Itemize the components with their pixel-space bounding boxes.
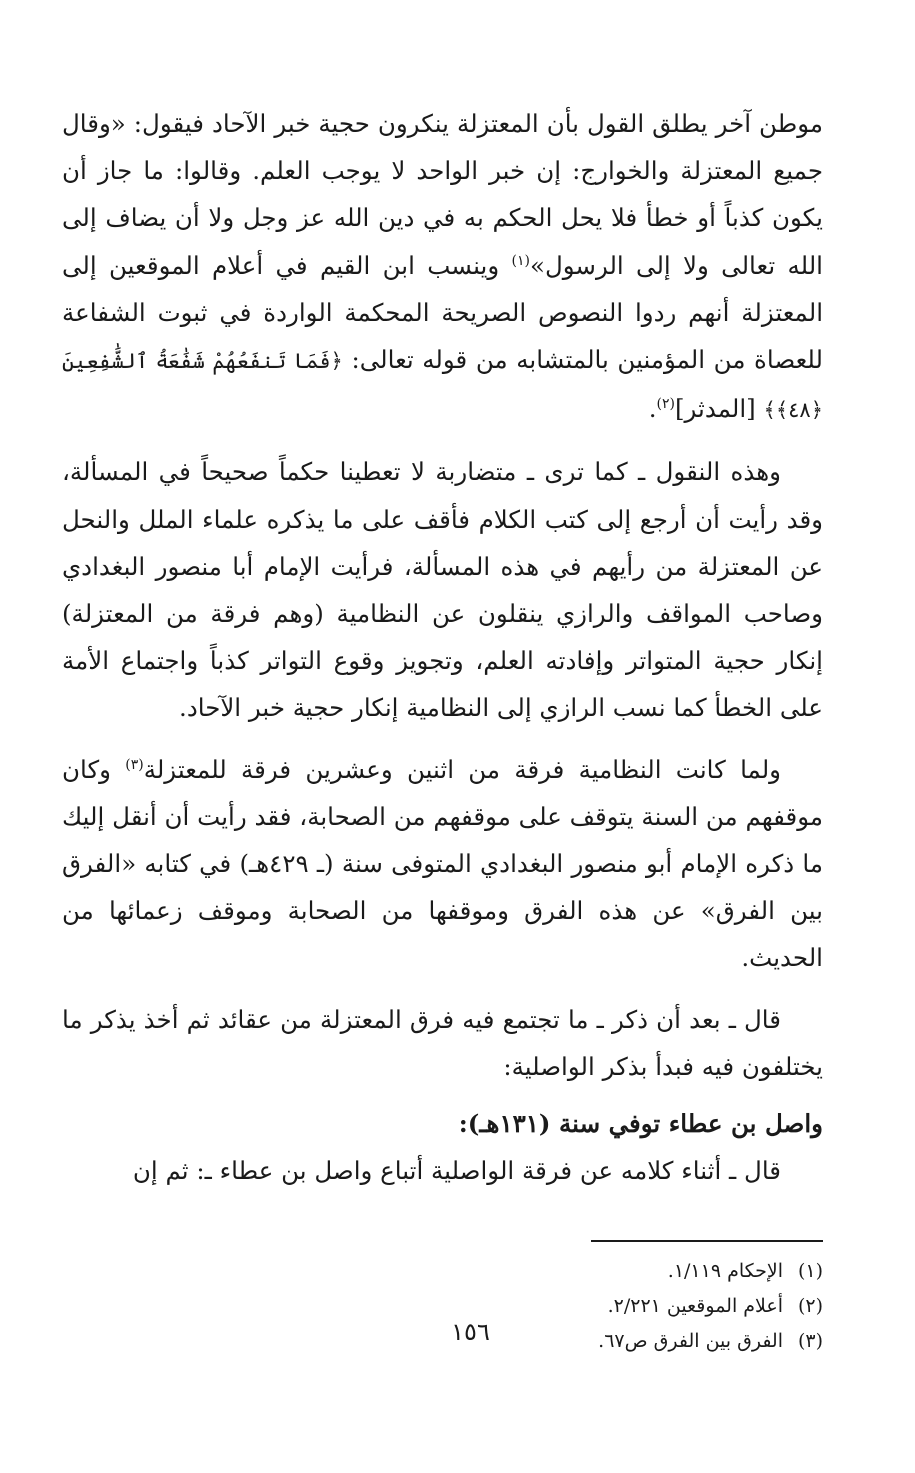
paragraph-2: وهذه النقول ـ كما ترى ـ متضاربة لا تعطينا حكماً صحيحاً في المسألة، وقد رأيت أن أرجع إلى كتب الكلام فأقف على ما يذكره علماء الملل والنحل عن المعتزلة من رأيهم في هذه المسألة، فرأيت الإمام أبا منصور البغدادي وصاحب المواقف والرازي ينقلون عن النظامية (وهم فرقة من المعتزلة) إنكار حجية المتواتر وإفادته العلم، وتجويز وقوع التواتر كذباً واجتماع الأمة على الخطأ كما نسب الرازي إلى النظامية إنكار حجية خبر الآحاد. <box>62 457 823 723</box>
footnote-text: أعلام الموقعين ٢/٢٢١. <box>607 1295 783 1318</box>
footnote-ref-2[interactable]: (٢) <box>656 396 675 413</box>
section-heading: واصل بن عطاء توفي سنة (١٣١هـ): <box>458 1109 823 1139</box>
paragraph-4: قال ـ بعد أن ذكر ـ ما تجتمع فيه فرق المعتزلة من عقائد ثم أخذ يذكر ما يختلفون فيه فبدأ بذكر الواصلية: <box>62 1004 823 1081</box>
paragraph-1 <box>62 100 823 434</box>
footnote-ref-3[interactable]: (٣) <box>125 756 144 773</box>
footnote-number: (٣) <box>797 1330 823 1353</box>
paragraph-5: قال ـ أثناء كلامه عن فرقة الواصلية أتباع واصل بن عطاء ـ: ثم إن <box>132 1156 781 1186</box>
footnote-separator <box>591 1240 823 1242</box>
paragraph-1-text-b: وينسب ابن القيم في أعلام الموقعين إلى المعتزلة أنهم ردوا النصوص الصريحة المحكمة الواردة في ثبوت الشفاعة للعصاة من المؤمنين بالمتشابه من قوله تعالى: <box>62 250 823 375</box>
paragraph-1-end: . <box>648 394 657 424</box>
footnote-ref-1[interactable]: (١) <box>511 252 530 269</box>
paragraph-3-text-b: وكان موقفهم من السنة يتوقف على موقفهم من الصحابة، فقد رأيت أن أنقل إليك ما ذكره الإمام أبو منصور البغدادي المتوفى سنة (ـ ٤٢٩هـ) في كتابه «الفرق بين الفرق» عن هذه الفرق وموقفها من الصحابة وموقف زعمائها من الحديث. <box>62 754 823 973</box>
footnote-1 <box>62 1254 823 1289</box>
footnote-number: (١) <box>797 1260 823 1283</box>
quran-verse: ﴿فَمَا تَنفَعُهُمْ شَفَٰعَةُ ٱلشَّٰفِعِينَ ﴿٤٨﴾﴾ <box>62 349 823 423</box>
footnote-text: الفرق بين الفرق ص٦٧. <box>598 1330 783 1353</box>
paragraph-3 <box>62 746 823 982</box>
surah-name: [المدثر] <box>674 394 764 424</box>
footnote-text: الإحكام ١/١١٩. <box>667 1260 783 1283</box>
paragraph-1-text-a: موطن آخر يطلق القول بأن المعتزلة ينكرون حجية خبر الآحاد فيقول: «وقال جميع المعتزلة والخوارج: إن خبر الواحد لا يوجب العلم. وقالوا: ما جاز أن يكون كذباً أو خطأ فلا يحل الحكم به في دين الله عز وجل ولا أن يضاف إلى الله تعالى ولا إلى الرسول» <box>62 109 823 280</box>
footnote-number: (٢) <box>797 1295 823 1318</box>
page-number: ١٥٦ <box>451 1318 490 1346</box>
paragraph-3-text-a: ولما كانت النظامية فرقة من اثنين وعشرين فرقة للمعتزلة <box>143 754 782 784</box>
